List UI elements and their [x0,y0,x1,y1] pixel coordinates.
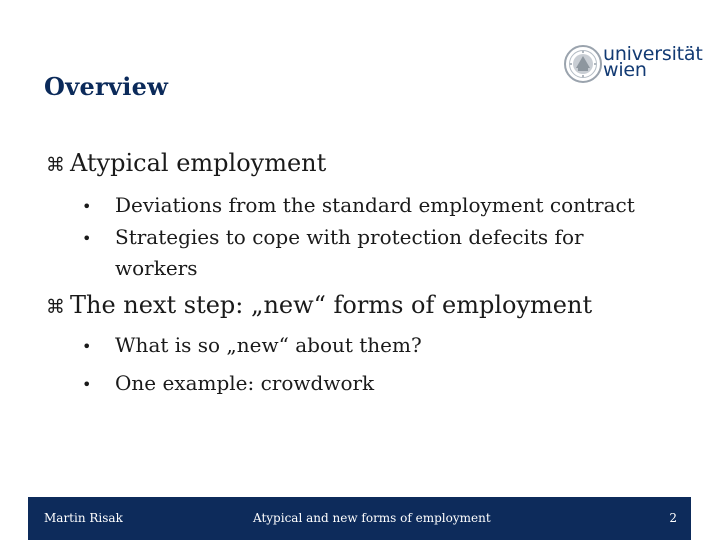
level2-item [46,330,686,362]
level1-item [46,290,686,322]
bullet-dot-icon: • [82,229,92,248]
level1-item [46,148,686,180]
slide-title: Overview [44,72,169,101]
footer-title: Atypical and new forms of employment [253,511,491,525]
logo-line-1: universität [603,43,703,65]
bullet-dot-icon: • [82,197,92,216]
level2-item [46,222,686,284]
slide-footer [28,497,691,540]
bullet-group-2 [46,290,686,400]
footer-author: Martin Risak [44,511,123,525]
level2-item [46,368,686,400]
page-number: 2 [669,511,677,525]
university-seal-icon [563,44,603,84]
logo-line-2: wien [603,59,647,81]
level1-text: The next step: „new“ forms of employment [70,291,593,319]
level2-text: Deviations from the standard employment contract [115,193,635,217]
bullet-dot-icon: • [82,337,92,356]
level2-item [46,190,686,222]
logo-wordmark [603,43,703,81]
level2-text: One example: crowdwork [115,371,375,395]
command-key-icon: ⌘ [46,154,65,176]
slide-content [46,148,686,406]
bullet-dot-icon: • [82,375,92,394]
level2-text: Strategies to cope with protection defecits for workers [115,225,584,280]
command-key-icon: ⌘ [46,296,65,318]
bullet-group-1 [46,148,686,284]
level2-text: What is so „new“ about them? [115,333,422,357]
level1-text: Atypical employment [70,149,327,177]
university-logo [563,43,703,86]
